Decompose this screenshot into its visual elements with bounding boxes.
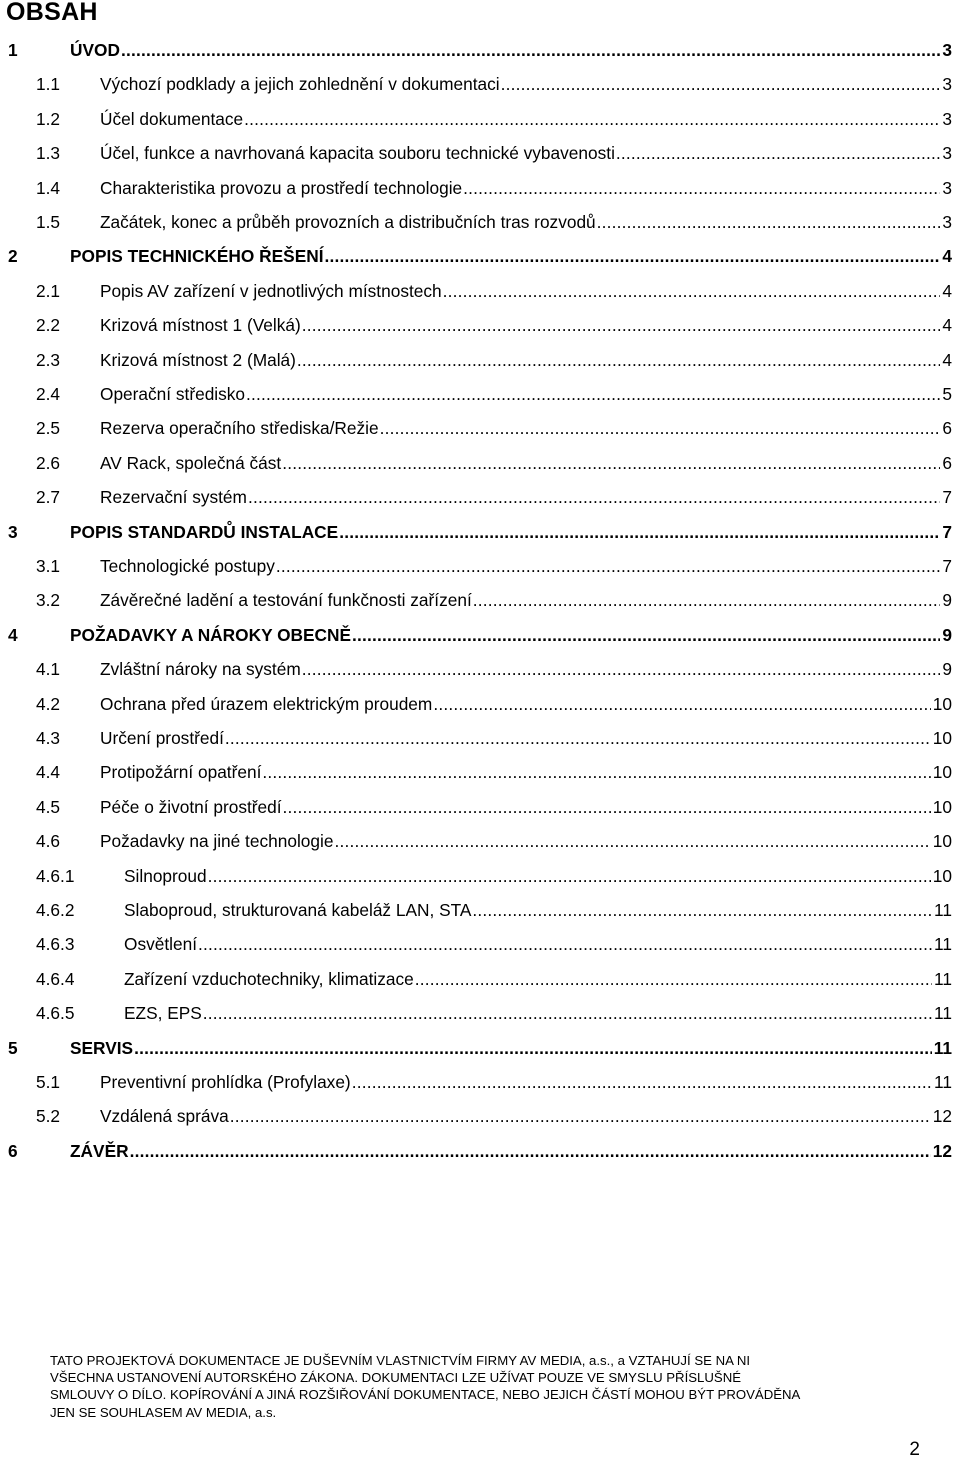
toc-entry-number: 4.6.1 (36, 866, 75, 886)
toc-entry[interactable] (36, 382, 952, 406)
copyright-footer (50, 1352, 950, 1421)
toc-entry[interactable] (36, 1070, 952, 1094)
footer-line: JEN SE SOUHLASEM AV MEDIA, a.s. (50, 1404, 277, 1420)
toc-entry-title: POŽADAVKY A NÁROKY OBECNĚ (70, 625, 352, 645)
toc-entry-page: 11 (934, 900, 952, 920)
toc-dot-leader (443, 279, 941, 303)
toc-entry[interactable] (36, 932, 952, 956)
toc-entry[interactable] (36, 967, 952, 991)
toc-entry-number: 1 (8, 40, 18, 60)
toc-dot-leader (283, 795, 931, 819)
toc-entry-page: 4 (942, 281, 952, 301)
toc-dot-leader (246, 382, 940, 406)
toc-entry-title: Technologické postupy (100, 556, 275, 576)
toc-entry[interactable] (36, 588, 952, 612)
toc-entry-number: 2 (8, 246, 18, 266)
toc-entry-title: Krizová místnost 1 (Velká) (100, 315, 301, 335)
toc-dot-leader (501, 72, 941, 96)
toc-entry-title: Výchozí podklady a jejich zohlednění v dokumentaci (100, 74, 500, 94)
toc-dot-leader (230, 1104, 931, 1128)
toc-dot-leader (225, 726, 931, 750)
toc-entry-title: Charakteristika provozu a prostředí technologie (100, 178, 463, 198)
toc-entry-number: 4.5 (36, 797, 61, 817)
toc-entry-number: 4.2 (36, 694, 61, 714)
toc-dot-leader (262, 760, 930, 784)
toc-entry-title: Péče o životní prostředí (100, 797, 282, 817)
toc-entry-title: Určení prostředí (100, 728, 224, 748)
toc-dot-leader (352, 623, 940, 647)
toc-entry[interactable] (36, 554, 952, 578)
toc-entry-title: Požadavky na jiné technologie (100, 831, 334, 851)
toc-entry-number: 2.1 (36, 281, 61, 301)
toc-entry[interactable] (36, 348, 952, 372)
toc-entry[interactable] (8, 1139, 952, 1163)
toc-entry-title: Rezervační systém (100, 487, 247, 507)
toc-entry-title: Preventivní prohlídka (Profylaxe) (100, 1072, 351, 1092)
toc-dot-leader (325, 244, 941, 268)
toc-entry[interactable] (36, 657, 952, 681)
toc-entry-title: Osvětlení (124, 934, 197, 954)
toc-entry-number: 1.1 (36, 74, 61, 94)
toc-entry-page: 3 (942, 178, 952, 198)
toc-entry-title: Účel, funkce a navrhovaná kapacita souboru technické vybavenosti (100, 143, 615, 163)
toc-entry-number: 4.4 (36, 762, 61, 782)
toc-dot-leader (248, 485, 940, 509)
toc-entry-number: 1.2 (36, 109, 61, 129)
toc-entry-title: POPIS TECHNICKÉHO ŘEŠENÍ (70, 246, 324, 266)
toc-dot-leader (121, 38, 940, 62)
toc-dot-leader (352, 1070, 932, 1094)
toc-entry-page: 3 (942, 143, 952, 163)
toc-entry[interactable] (36, 176, 952, 200)
toc-entry-title: Zvláštní nároky na systém (100, 659, 301, 679)
toc-entry-title: POPIS STANDARDŮ INSTALACE (70, 522, 339, 542)
toc-entry-number: 2.3 (36, 350, 61, 370)
toc-entry-page: 4 (942, 350, 952, 370)
toc-dot-leader (302, 313, 941, 337)
toc-dot-leader (297, 348, 940, 372)
toc-entry[interactable] (36, 864, 952, 888)
toc-entry[interactable] (8, 623, 952, 647)
toc-entry-number: 3 (8, 522, 18, 542)
toc-entry[interactable] (36, 451, 952, 475)
toc-entry-page: 12 (932, 1141, 952, 1161)
toc-entry-page: 9 (942, 659, 952, 679)
toc-entry-number: 4.1 (36, 659, 61, 679)
toc-entry-number: 1.4 (36, 178, 61, 198)
toc-entry-page: 3 (942, 109, 952, 129)
page-title: OBSAH (6, 0, 98, 26)
toc-entry-title: ÚVOD (70, 40, 120, 60)
toc-entry-page: 10 (932, 694, 952, 714)
toc-entry-page: 3 (942, 74, 952, 94)
toc-entry-number: 3.1 (36, 556, 61, 576)
toc-dot-leader (616, 141, 940, 165)
toc-entry[interactable] (8, 244, 952, 268)
toc-entry-title: Rezerva operačního střediska/Režie (100, 418, 379, 438)
toc-entry-number: 2.2 (36, 315, 61, 335)
toc-entry[interactable] (8, 1036, 952, 1060)
footer-line: TATO PROJEKTOVÁ DOKUMENTACE JE DUŠEVNÍM VLASTNICTVÍM FIRMY AV MEDIA, a.s., a VZTAHUJÍ SE NA NI (50, 1353, 751, 1368)
toc-entry-title: Popis AV zařízení v jednotlivých místnostech (100, 281, 442, 301)
toc-entry-page: 4 (942, 315, 952, 335)
toc-entry-title: Účel dokumentace (100, 109, 244, 129)
toc-dot-leader (597, 210, 941, 234)
toc-entry[interactable] (36, 1104, 952, 1128)
toc-entry-page: 7 (942, 522, 952, 542)
page-number: 2 (909, 1439, 920, 1460)
toc-dot-leader (463, 176, 940, 200)
toc-entry-page: 10 (932, 797, 952, 817)
toc-entry-page: 11 (934, 1072, 952, 1092)
toc-entry[interactable] (36, 829, 952, 853)
toc-entry-page: 3 (942, 40, 952, 60)
toc-dot-leader (282, 451, 940, 475)
toc-entry-title: Slaboproud, strukturovaná kabeláž LAN, STA (124, 900, 472, 920)
toc-entry-title: AV Rack, společná část (100, 453, 282, 473)
toc-entry-page: 9 (942, 590, 952, 610)
toc-entry[interactable] (36, 760, 952, 784)
toc-entry-number: 6 (8, 1141, 18, 1161)
toc-entry-title: Začátek, konec a průběh provozních a distribučních tras rozvodů (100, 212, 596, 232)
footer-line: VŠECHNA USTANOVENÍ AUTORSKÉHO ZÁKONA. DOKUMENTACI LZE UŽÍVAT POUZE VE SMYSLU PŘÍSLUŠNÉ (50, 1370, 742, 1386)
toc-dot-leader (433, 692, 930, 716)
toc-entry-number: 4.6.3 (36, 934, 75, 954)
toc-entry-title: Ochrana před úrazem elektrickým proudem (100, 694, 433, 714)
toc-entry-number: 2.6 (36, 453, 61, 473)
toc-entry-number: 5.1 (36, 1072, 61, 1092)
toc-entry[interactable] (36, 72, 952, 96)
toc-entry-number: 2.4 (36, 384, 61, 404)
toc-dot-leader (334, 829, 930, 853)
toc-entry-page: 7 (942, 556, 952, 576)
toc-entry-number: 3.2 (36, 590, 61, 610)
toc-entry[interactable] (36, 692, 952, 716)
toc-entry-title: Protipožární opatření (100, 762, 262, 782)
toc-entry-page: 4 (942, 246, 952, 266)
toc-entry-page: 12 (932, 1106, 952, 1126)
toc-entry-title: EZS, EPS (124, 1003, 202, 1023)
toc-entry-page: 10 (932, 831, 952, 851)
toc-dot-leader (339, 520, 940, 544)
toc-entry-number: 4 (8, 625, 18, 645)
toc-dot-leader (134, 1036, 932, 1060)
toc-entry-page: 7 (942, 487, 952, 507)
toc-entry[interactable] (36, 795, 952, 819)
toc-entry[interactable] (36, 485, 952, 509)
toc-entry-title: ZÁVĚR (70, 1141, 129, 1161)
toc-entry-title: Závěrečné ladění a testování funkčnosti zařízení (100, 590, 472, 610)
toc-dot-leader (380, 416, 941, 440)
toc-entry[interactable] (36, 898, 952, 922)
toc-entry-number: 5 (8, 1038, 18, 1058)
toc-entry[interactable] (36, 210, 952, 234)
toc-entry[interactable] (36, 279, 952, 303)
toc-entry-page: 11 (934, 969, 952, 989)
toc-entry-title: Zařízení vzduchotechniky, klimatizace (124, 969, 414, 989)
toc-entry-number: 2.7 (36, 487, 61, 507)
toc-dot-leader (198, 932, 932, 956)
toc-dot-leader (415, 967, 932, 991)
toc-entry-page: 11 (934, 934, 952, 954)
toc-entry-number: 1.3 (36, 143, 61, 163)
toc-entry-number: 4.6.5 (36, 1003, 75, 1023)
toc-entry-number: 4.3 (36, 728, 61, 748)
toc-entry[interactable] (36, 107, 952, 131)
toc-entry-title: Krizová místnost 2 (Malá) (100, 350, 296, 370)
toc-entry-title: Operační středisko (100, 384, 246, 404)
toc-entry-number: 4.6 (36, 831, 61, 851)
toc-entry-page: 11 (934, 1003, 952, 1023)
toc-entry-page: 3 (942, 212, 952, 232)
toc-entry-number: 1.5 (36, 212, 61, 232)
toc-entry-page: 6 (942, 453, 952, 473)
toc-dot-leader (473, 588, 941, 612)
toc-entry-number: 4.6.2 (36, 900, 75, 920)
toc-entry-number: 2.5 (36, 418, 61, 438)
toc-dot-leader (130, 1139, 931, 1163)
toc-entry-number: 4.6.4 (36, 969, 75, 989)
toc-entry-page: 10 (932, 762, 952, 782)
toc-entry-page: 10 (932, 728, 952, 748)
toc-entry[interactable] (36, 416, 952, 440)
toc-dot-leader (208, 864, 931, 888)
toc-entry[interactable] (36, 313, 952, 337)
toc-entry[interactable] (36, 141, 952, 165)
toc-entry-page: 5 (942, 384, 952, 404)
toc-entry-title: Silnoproud (124, 866, 207, 886)
toc-entry-page: 11 (933, 1038, 952, 1058)
toc-dot-leader (244, 107, 940, 131)
toc-dot-leader (203, 1001, 932, 1025)
toc-entry[interactable] (36, 726, 952, 750)
toc-dot-leader (472, 898, 932, 922)
toc-entry-title: SERVIS (70, 1038, 134, 1058)
toc-dot-leader (302, 657, 941, 681)
toc-entry[interactable] (8, 38, 952, 62)
toc-dot-leader (276, 554, 941, 578)
toc-entry-title: Vzdálená správa (100, 1106, 229, 1126)
toc-entry[interactable] (36, 1001, 952, 1025)
toc-entry-page: 10 (932, 866, 952, 886)
footer-line: SMLOUVY O DÍLO. KOPÍROVÁNÍ A JINÁ ROZŠIŘOVÁNÍ DOKUMENTACE, NEBO JEJICH ČÁSTÍ MOHOU BÝT PROVÁDĚNA (50, 1387, 801, 1403)
toc-entry-number: 5.2 (36, 1106, 61, 1126)
toc-entry-page: 9 (942, 625, 952, 645)
toc-entry-page: 6 (942, 418, 952, 438)
toc-entry[interactable] (8, 520, 952, 544)
